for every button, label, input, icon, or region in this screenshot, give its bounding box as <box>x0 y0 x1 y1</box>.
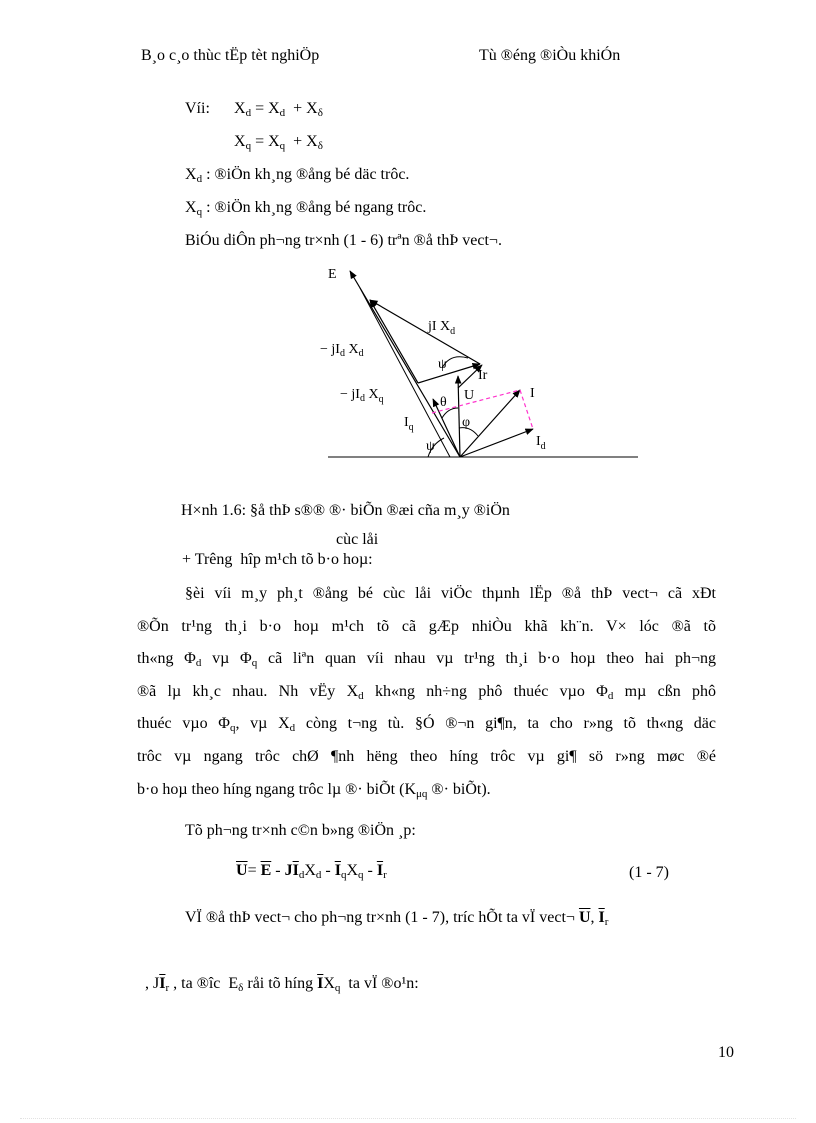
label-psi-bottom: ψ <box>426 439 435 454</box>
figure-caption-line2: cùc låi <box>336 531 379 548</box>
paragraph-line: trôc vµ ngang trôc chØ ¶nh hëng theo híng trôc vµ gi¶ sö r»ng møc ®é <box>137 747 716 765</box>
page-number: 10 <box>718 1044 734 1061</box>
phasor-diagram <box>320 258 650 468</box>
paragraph-line: ®Õn tr¹ng th¸i b·o hoµ m¹ch tõ cã gÆp nhiÒu khã kh¨n. V× lóc ®ã tõ <box>137 617 716 635</box>
vector-U <box>458 376 460 457</box>
label-psi-top: ψ <box>438 357 447 372</box>
header-left: B¸o c¸o thùc tËp tèt nghiÖp <box>141 47 320 64</box>
formula-intro: Víi: <box>185 100 210 117</box>
paragraph-draw-line1: VÏ ®å thÞ vect¬ cho ph¬ng tr×nh (1 - 7), tríc hÕt ta vÏ vect¬ $\overline{U}$, $\overline{I}_r$ <box>185 909 609 928</box>
figure-caption-line1: H×nh 1.6: §å thÞ s®® ®· biÕn ®æi cña m¸y ®iÖn <box>181 502 510 519</box>
label-minus-jIdXd: − $jI_d$ $X_d$ <box>320 342 364 359</box>
paragraph-draw-line2: , $J\overline{I}_r$ , ta ®îc $E_\delta$ råi tõ híng $\overline{I}X_q$ ta vÏ ®o¹n: <box>145 975 419 994</box>
paragraph-line: th«ng $\Phi_d$ vµ $\Phi_q$ cã liªn quan víi nhau vµ tr¹ng th¸i b·o hoµ theo hai ph¬ng <box>137 650 716 670</box>
equation-1-7: $\overline{U}= \overline{E} - J\overline{I}_dX_d - \overline{I}_qX_q - \overline{I}_r$ <box>236 862 387 881</box>
page-bottom-dotted-rule <box>20 1118 796 1119</box>
vector-E-parallel <box>360 288 450 457</box>
vector-minus-jIdXd <box>370 300 418 383</box>
section-heading: + Trêng hîp m¹ch tõ b·o hoµ: <box>182 551 373 568</box>
equation-intro: Tõ ph¬ng tr×nh c©n b»ng ®iÖn ¸p: <box>185 822 416 839</box>
formula-xd: $X_d = X_d + X_\delta$ <box>234 100 323 119</box>
paragraph-saturation <box>137 578 716 806</box>
paragraph-line: b·o hoµ theo híng ngang trôc lµ ®· biÕt ($K_{\mu q}$ ®· biÕt). <box>137 780 491 800</box>
header-right: Tù ®éng ®iÒu khiÓn <box>479 47 621 64</box>
label-I: I <box>530 386 535 401</box>
label-E: E <box>328 267 337 282</box>
formula-xq: $X_q = X_q + X_\delta$ <box>234 133 323 152</box>
label-minus-jIdXq: − $jI_d$ $X_q$ <box>340 387 384 405</box>
label-Id: $I_d$ <box>536 434 546 452</box>
equation-number: (1 - 7) <box>629 864 669 881</box>
label-theta: θ <box>440 395 447 410</box>
definition-xq: $X_q$ : ®iÖn kh¸ng ®ång bé ngang trôc. <box>185 199 427 218</box>
label-Iq: $I_q$ <box>404 415 414 433</box>
paragraph-line: ®ã lµ kh¸c nhau. Nh vËy $X_d$ kh«ng nh÷ng phô thuéc vµo $\Phi_d$ mµ cßn phô <box>137 682 717 702</box>
label-U: U <box>464 388 475 403</box>
label-phi: φ <box>462 415 471 430</box>
label-jIXd: jI $X_d$ <box>428 319 456 337</box>
paragraph-line: §èi víi m¸y ph¸t ®ång bé cùc låi viÖc thµnh lËp ®å thÞ vect¬ cã xÐt <box>185 585 716 602</box>
vector-Id <box>460 429 533 457</box>
label-Ir: Ir <box>478 368 488 383</box>
vector-jIdXq <box>418 364 480 383</box>
paragraph-line: thuéc vµo $\Phi_q$, vµ $X_d$ còng t¬ng tù. §Ó ®¬n gi¶n, ta cho r»ng tõ th«ng däc <box>137 715 717 735</box>
representation-line: BiÓu diÔn ph¬ng tr×nh (1 - 6) trªn ®å thÞ vect¬. <box>185 232 502 249</box>
definition-xd: $X_d$ : ®iÖn kh¸ng ®ång bé däc trôc. <box>185 166 410 185</box>
